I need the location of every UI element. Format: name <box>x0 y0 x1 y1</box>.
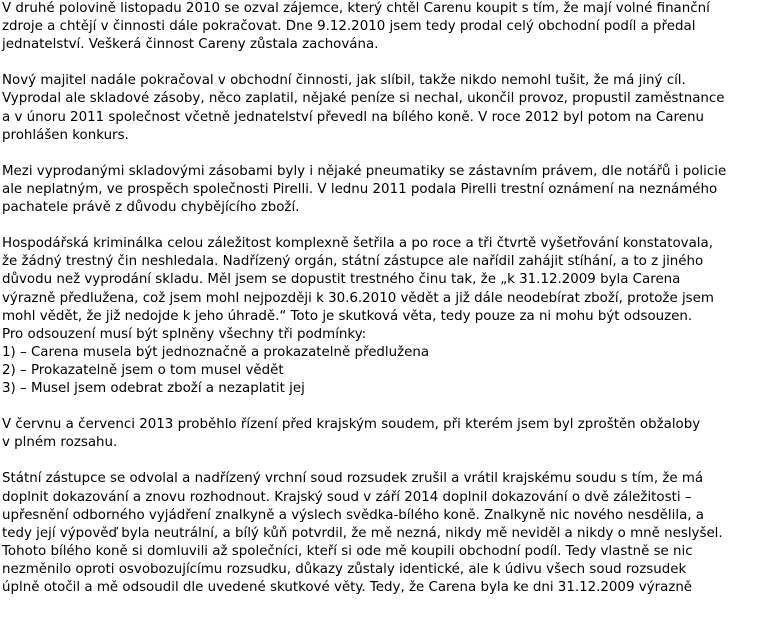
text-line: ale neplatným, ve prospěch společnosti Pirelli. V lednu 2011 podala Pirelli trestní oznámení na neznámého <box>2 181 718 197</box>
text-line: V druhé polovině listopadu 2010 se ozval zájemce, který chtěl Carenu koupit s tím, že mají volné finanční <box>2 1 710 16</box>
paragraph <box>2 470 756 597</box>
document-body <box>2 0 756 615</box>
text-line: Nový majitel nadále pokračoval v obchodní činnosti, jak slíbil, takže nikdo nemohl tušit, že má jiný cíl. <box>2 73 686 89</box>
text-line: upřesnění odborného vyjádření znalkyně a výslech svědka-bílého koně. Znalkyně nic nového nesdělila, a <box>2 507 704 523</box>
paragraph <box>2 72 756 144</box>
text-line: Mezi vyprodanými skladovými zásobami byly i nějaké pneumatiky se zástavním právem, dle notářů i policie <box>2 163 727 179</box>
text-line: Hospodářská kriminálka celou záležitost komplexně šetřila a po roce a tři čtvrtě vyšetřování konstatovala, <box>2 236 713 252</box>
text-line: že žádný trestný čin neshledala. Nadřízený orgán, státní zástupce ale nařídil zahájit stíhání, a to z jiného <box>2 254 704 270</box>
text-line: mohl vědět, že již nedojde k jeho úhradě.“ Toto je skutková věta, tedy pouze za ni mohu být odsouzen. <box>2 308 693 324</box>
text-line: V červnu a červenci 2013 proběhlo řízení před krajským soudem, při kterém jsem byl zproštěn obžaloby <box>2 417 701 433</box>
text-line: Tohoto bílého koně si domluvili až společníci, kteří si ode mě koupili obchodní podíl. Tedy vlastně se nic <box>2 543 693 559</box>
text-line: výrazně předlužena, což jsem mohl nejpozději k 30.6.2010 vědět a již dále neodebírat zboží, protože jsem <box>2 290 714 306</box>
text-line: tedy její výpověď byla neutrální, a bílý kůň potvrdil, že mě nezná, nikdy mě neviděl a nikdy o mně neslyšel. <box>2 525 723 541</box>
text-line: doplnit dokazování a znovu rozhodnout. Krajský soud v září 2014 doplnil dokazování o dvě záležitosti – <box>2 489 692 505</box>
text-line: 1) – Carena musela být jednoznačně a prokazatelně předlužena <box>2 344 430 360</box>
text-line: nezměnilo oproti osvobozujícímu rozsudku, důkazy zůstaly identické, ale k údivu všech soud rozsudek <box>2 561 687 577</box>
text-line: Státní zástupce se odvolal a nadřízený vrchní soud rozsudek zrušil a vrátil krajskému soudu s tím, že má <box>2 471 704 487</box>
text-line: jednatelství. Veškerá činnost Careny zůstala zachována. <box>2 37 379 53</box>
text-line: prohlášen konkurs. <box>2 127 129 143</box>
text-line: zdroje a chtějí v činnosti dále pokračovat. Dne 9.12.2010 jsem tedy prodal celý obchodní podíl a předal <box>2 19 696 35</box>
text-line: v plném rozsahu. <box>2 435 118 451</box>
text-line: pachatele právě z důvodu chybějícího zboží. <box>2 200 300 216</box>
paragraph <box>2 0 756 54</box>
text-line: důvodu než vyprodání skladu. Měl jsem se dopustit trestného činu tak, že „k 31.12.2009 byla Carena <box>2 272 681 288</box>
paragraph <box>2 235 756 398</box>
text-line: Vyprodal ale skladové zásoby, něco zaplatil, nějaké peníze si nechal, ukončil provoz, propustil zaměstnance <box>2 91 725 107</box>
paragraph <box>2 163 756 217</box>
text-line: Pro odsouzení musí být splněny všechny tři podmínky: <box>2 326 367 342</box>
paragraph <box>2 416 756 452</box>
text-line: úplně otočil a mě odsoudil dle uvedené skutkové věty. Tedy, že Carena byla ke dni 31.12.2009 výrazně <box>2 580 693 595</box>
text-line: 3) – Musel jsem odebrat zboží a nezaplatit jej <box>2 380 305 396</box>
text-line: 2) – Prokazatelně jsem o tom musel vědět <box>2 362 284 378</box>
text-line: a v únoru 2011 společnost včetně jednatelství převedl na bílého koně. V roce 2012 byl potom na Carenu <box>2 109 704 125</box>
